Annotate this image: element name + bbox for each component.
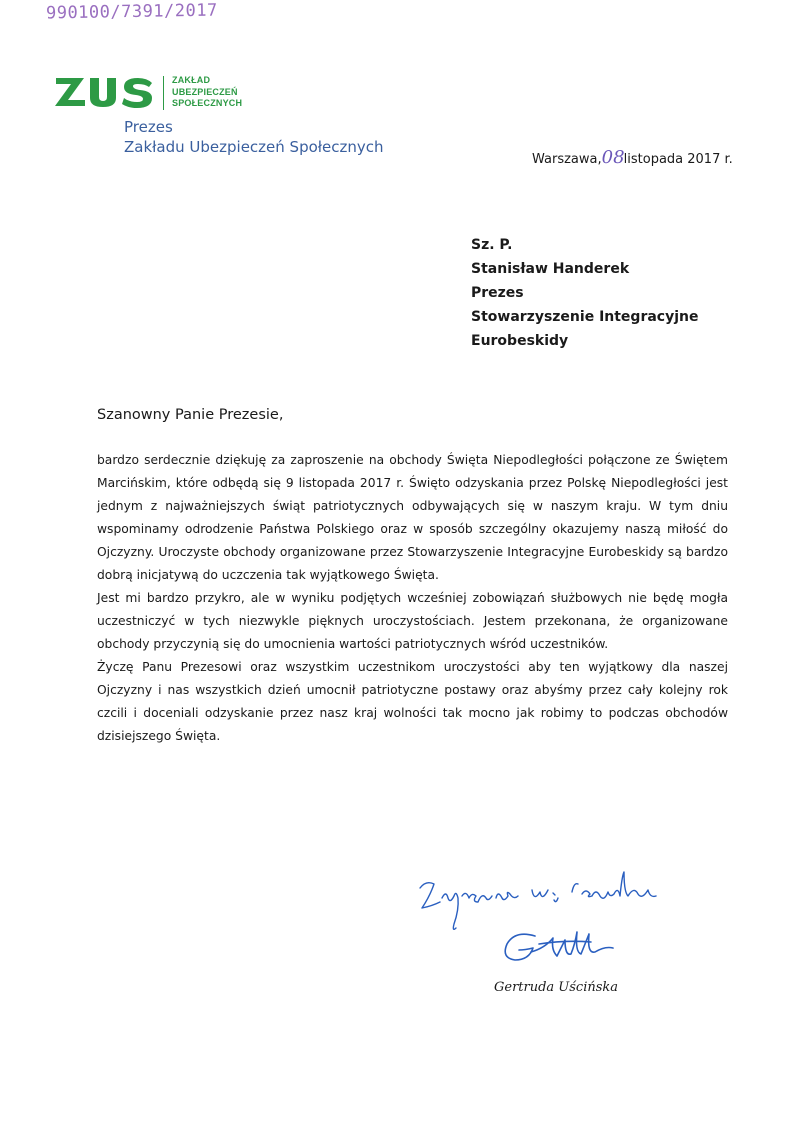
recipient-address: [471, 233, 699, 353]
body-paragraph: Jest mi bardzo przykro, ale w wyniku podjętych wcześniej zobowiązań służbowych nie będę mogła uczestniczyć w tych niezwykle pięknych uroczystościach. Jestem przekonana, że organizowane obchody przyczynią się do umocnienia wartości patriotycznych wśród uczestników.: [97, 591, 728, 651]
logo-org-line: SPOŁECZNYCH: [172, 98, 243, 108]
logo-org-line: UBEZPIECZEŃ: [172, 86, 238, 97]
place-and-date: [532, 147, 733, 168]
recipient-line: Eurobeskidy: [471, 333, 569, 349]
handwritten-signature: [495, 926, 635, 976]
sender-title-line: Zakładu Ubezpieczeń Społecznych: [124, 138, 384, 156]
handwritten-day: 08: [601, 147, 625, 168]
date-rest: listopada 2017 r.: [623, 152, 733, 167]
salutation: Szanowny Panie Prezesie,: [97, 407, 284, 423]
letter-body: [97, 449, 728, 748]
recipient-line: Sz. P.: [471, 237, 513, 253]
place: Warszawa,: [532, 152, 602, 167]
logo-divider: [163, 76, 164, 110]
signer-name: Gertruda Uścińska: [494, 980, 619, 995]
reference-number-note: 990100/7391/2017: [45, 0, 218, 24]
sender-title-line: Prezes: [124, 118, 173, 136]
body-paragraph: Życzę Panu Prezesowi oraz wszystkim uczestnikom uroczystości aby ten wyjątkowy dla naszej Ojczyzny i nas wszystkich dzień umocnił patriotyczne postawy oraz abyśmy przez cały kolejny rok czcili i doceniali odzyskanie przez nasz kraj wolności tak mocno jak robimy to podczas obchodów dzisiejszego Święta.: [97, 660, 728, 743]
recipient-line: Stanisław Handerek: [471, 261, 630, 277]
logo-organization-name: [172, 75, 282, 110]
body-paragraph: bardzo serdecznie dziękuję za zaproszenie na obchody Święta Niepodległości połączone ze Świętem Marcińskim, które odbędą się 9 listopada 2017 r. Święto odzyskania przez Polskę Niepodległości jest jednym z najważniejszych świąt patriotycznych odbywających się w naszym kraju. W tym dniu wspominamy odrodzenie Państwa Polskiego oraz w sposób szczególny okazujemy naszą miłość do Ojczyzny. Uroczyste obchody organizowane przez Stowarzyszenie Integracyjne Eurobeskidy są bardzo dobrą inicjatywą do uczczenia tak wyjątkowego Święta.: [97, 453, 728, 582]
recipient-line: Stowarzyszenie Integracyjne: [471, 309, 699, 325]
recipient-line: Prezes: [471, 285, 524, 301]
sender-title: [124, 117, 384, 157]
logo-org-line: ZAKŁAD: [172, 75, 211, 85]
zus-logo-mark: [52, 74, 156, 110]
